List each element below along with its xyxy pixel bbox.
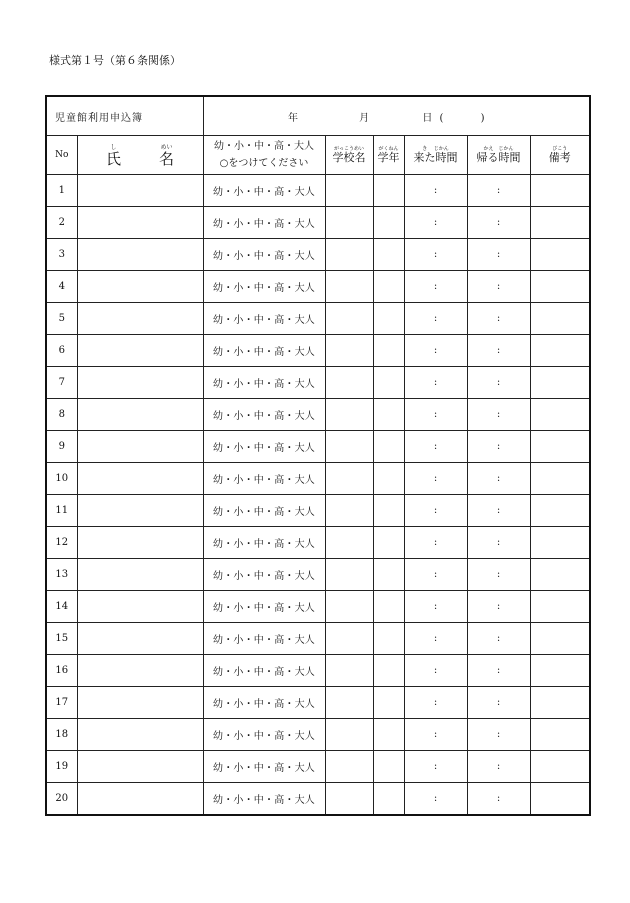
remarks-cell[interactable]	[530, 687, 590, 719]
grade-cell[interactable]	[373, 591, 404, 623]
name-cell[interactable]	[77, 655, 203, 687]
remarks-cell[interactable]	[530, 431, 590, 463]
departure-time-cell[interactable]: :	[467, 271, 530, 303]
grade-cell[interactable]	[373, 367, 404, 399]
departure-ruby: かえ じかん	[483, 146, 514, 152]
arrival-time-cell[interactable]: :	[404, 431, 467, 463]
school-cell[interactable]	[325, 719, 373, 751]
school-cell[interactable]	[325, 431, 373, 463]
header-grade	[373, 136, 404, 175]
table-row	[46, 495, 590, 527]
remarks-cell[interactable]	[530, 207, 590, 239]
departure-time-cell[interactable]: :	[467, 399, 530, 431]
category-cell[interactable]: 幼・小・中・高・大人	[203, 687, 325, 719]
grade-cell[interactable]	[373, 239, 404, 271]
name-ruby-2: めい	[160, 143, 173, 151]
table-row	[46, 335, 590, 367]
remarks-cell[interactable]	[530, 783, 590, 816]
category-cell[interactable]: 幼・小・中・高・大人	[203, 271, 325, 303]
school-ruby: がっこうめい	[333, 146, 364, 152]
grade-ruby: がくねん	[378, 146, 399, 152]
header-arrival	[404, 136, 467, 175]
name-cell[interactable]	[77, 271, 203, 303]
departure-time-cell[interactable]: :	[467, 303, 530, 335]
grade-cell[interactable]	[373, 495, 404, 527]
arrival-time-cell[interactable]: :	[404, 655, 467, 687]
category-cell[interactable]: 幼・小・中・高・大人	[203, 719, 325, 751]
category-cell[interactable]: 幼・小・中・高・大人	[203, 175, 325, 207]
grade-cell[interactable]	[373, 655, 404, 687]
school-cell[interactable]	[325, 399, 373, 431]
category-cell[interactable]: 幼・小・中・高・大人	[203, 495, 325, 527]
table-row	[46, 591, 590, 623]
departure-time-cell[interactable]: :	[467, 367, 530, 399]
arrival-time-cell[interactable]: :	[404, 399, 467, 431]
name-cell[interactable]	[77, 751, 203, 783]
category-cell[interactable]: 幼・小・中・高・大人	[203, 367, 325, 399]
row-number: 4	[46, 271, 77, 303]
name-cell[interactable]	[77, 783, 203, 816]
school-cell[interactable]	[325, 239, 373, 271]
grade-cell[interactable]	[373, 399, 404, 431]
name-cell[interactable]	[77, 239, 203, 271]
arrival-time-cell[interactable]: :	[404, 719, 467, 751]
departure-time-cell[interactable]: :	[467, 463, 530, 495]
school-cell[interactable]	[325, 687, 373, 719]
departure-time-cell[interactable]: :	[467, 751, 530, 783]
date-day: 日	[422, 112, 433, 124]
name-cell[interactable]	[77, 175, 203, 207]
remarks-cell[interactable]	[530, 559, 590, 591]
table-row	[46, 751, 590, 783]
remarks-cell[interactable]	[530, 303, 590, 335]
arrival-time-cell[interactable]: :	[404, 559, 467, 591]
grade-label: 学年	[377, 151, 400, 164]
category-cell[interactable]: 幼・小・中・高・大人	[203, 431, 325, 463]
name-char-2: 名	[159, 149, 175, 168]
name-cell[interactable]	[77, 495, 203, 527]
remarks-cell[interactable]	[530, 719, 590, 751]
category-cell[interactable]: 幼・小・中・高・大人	[203, 623, 325, 655]
remarks-cell[interactable]	[530, 399, 590, 431]
remarks-cell[interactable]	[530, 655, 590, 687]
name-cell[interactable]	[77, 463, 203, 495]
arrival-time-cell[interactable]: :	[404, 207, 467, 239]
arrival-time-cell[interactable]: :	[404, 495, 467, 527]
category-cell[interactable]: 幼・小・中・高・大人	[203, 207, 325, 239]
table-row	[46, 271, 590, 303]
school-cell[interactable]	[325, 495, 373, 527]
category-cell[interactable]: 幼・小・中・高・大人	[203, 303, 325, 335]
name-cell[interactable]	[77, 559, 203, 591]
category-cell[interactable]: 幼・小・中・高・大人	[203, 783, 325, 816]
arrival-time-cell[interactable]: :	[404, 175, 467, 207]
grade-cell[interactable]	[373, 559, 404, 591]
category-cell[interactable]: 幼・小・中・高・大人	[203, 335, 325, 367]
name-char-1: 氏	[105, 149, 121, 168]
arrival-time-cell[interactable]: :	[404, 463, 467, 495]
arrival-time-cell[interactable]: :	[404, 623, 467, 655]
arrival-time-cell[interactable]: :	[404, 239, 467, 271]
remarks-cell[interactable]	[530, 463, 590, 495]
row-number: 18	[46, 719, 77, 751]
grade-cell[interactable]	[373, 431, 404, 463]
remarks-cell[interactable]	[530, 335, 590, 367]
table-row	[46, 719, 590, 751]
row-number: 20	[46, 783, 77, 816]
remarks-cell[interactable]	[530, 239, 590, 271]
grade-cell[interactable]	[373, 719, 404, 751]
header-name	[77, 136, 203, 175]
school-cell[interactable]	[325, 527, 373, 559]
school-label: 学校名	[332, 151, 366, 164]
departure-time-cell[interactable]: :	[467, 655, 530, 687]
arrival-time-cell[interactable]: :	[404, 367, 467, 399]
row-number: 17	[46, 687, 77, 719]
remarks-cell[interactable]	[530, 367, 590, 399]
school-cell[interactable]	[325, 367, 373, 399]
row-number: 10	[46, 463, 77, 495]
remarks-cell[interactable]	[530, 751, 590, 783]
table-row	[46, 207, 590, 239]
form-number: 様式第１号（第６条関係）	[49, 54, 181, 67]
arrival-time-cell[interactable]: :	[404, 591, 467, 623]
name-cell[interactable]	[77, 431, 203, 463]
date-month: 月	[359, 112, 370, 124]
departure-label: 帰る時間	[476, 151, 521, 164]
row-number: 6	[46, 335, 77, 367]
header-row	[46, 136, 590, 175]
table-row	[46, 687, 590, 719]
school-cell[interactable]	[325, 591, 373, 623]
remarks-cell[interactable]	[530, 527, 590, 559]
row-number: 3	[46, 239, 77, 271]
table-row	[46, 623, 590, 655]
name-cell[interactable]	[77, 399, 203, 431]
remarks-cell[interactable]	[530, 175, 590, 207]
arrival-time-cell[interactable]: :	[404, 687, 467, 719]
grade-cell[interactable]	[373, 303, 404, 335]
date-weekday-close: )	[480, 112, 485, 124]
grade-cell[interactable]	[373, 175, 404, 207]
row-number: 1	[46, 175, 77, 207]
school-cell[interactable]	[325, 271, 373, 303]
row-number: 13	[46, 559, 77, 591]
category-cell[interactable]: 幼・小・中・高・大人	[203, 239, 325, 271]
table-row	[46, 303, 590, 335]
arrival-time-cell[interactable]: :	[404, 783, 467, 816]
title-row	[46, 96, 590, 136]
school-cell[interactable]	[325, 207, 373, 239]
header-category	[203, 136, 325, 175]
arrival-time-cell[interactable]: :	[404, 303, 467, 335]
row-number: 11	[46, 495, 77, 527]
row-number: 15	[46, 623, 77, 655]
name-cell[interactable]	[77, 207, 203, 239]
name-cell[interactable]	[77, 367, 203, 399]
departure-time-cell[interactable]: :	[467, 559, 530, 591]
remarks-label: 備考	[548, 151, 571, 164]
table-row	[46, 367, 590, 399]
date-field[interactable]	[203, 96, 590, 136]
category-cell[interactable]: 幼・小・中・高・大人	[203, 559, 325, 591]
category-cell[interactable]: 幼・小・中・高・大人	[203, 527, 325, 559]
departure-time-cell[interactable]: :	[467, 495, 530, 527]
grade-cell[interactable]	[373, 623, 404, 655]
arrival-time-cell[interactable]: :	[404, 751, 467, 783]
date-weekday-open: (	[439, 112, 444, 124]
departure-time-cell[interactable]: :	[467, 335, 530, 367]
row-number: 7	[46, 367, 77, 399]
name-cell[interactable]	[77, 591, 203, 623]
category-cell[interactable]: 幼・小・中・高・大人	[203, 463, 325, 495]
header-departure	[467, 136, 530, 175]
table-row	[46, 783, 590, 816]
grade-cell[interactable]	[373, 207, 404, 239]
name-cell[interactable]	[77, 303, 203, 335]
name-cell[interactable]	[77, 719, 203, 751]
departure-time-cell[interactable]: :	[467, 623, 530, 655]
school-cell[interactable]	[325, 335, 373, 367]
row-number: 8	[46, 399, 77, 431]
departure-time-cell[interactable]: :	[467, 687, 530, 719]
grade-cell[interactable]	[373, 751, 404, 783]
arrival-time-cell[interactable]: :	[404, 527, 467, 559]
school-cell[interactable]	[325, 751, 373, 783]
category-cell[interactable]: 幼・小・中・高・大人	[203, 399, 325, 431]
departure-time-cell[interactable]: :	[467, 239, 530, 271]
grade-cell[interactable]	[373, 783, 404, 816]
form-title: 児童館利用申込簿	[46, 96, 203, 136]
date-year: 年	[287, 112, 298, 124]
row-number: 14	[46, 591, 77, 623]
departure-time-cell[interactable]: :	[467, 431, 530, 463]
grade-cell[interactable]	[373, 335, 404, 367]
table-row	[46, 239, 590, 271]
row-number: 9	[46, 431, 77, 463]
remarks-cell[interactable]	[530, 623, 590, 655]
table-row	[46, 399, 590, 431]
table-row	[46, 463, 590, 495]
category-cell[interactable]: 幼・小・中・高・大人	[203, 591, 325, 623]
school-cell[interactable]	[325, 783, 373, 816]
departure-time-cell[interactable]: :	[467, 719, 530, 751]
category-options-label: 幼・小・中・高・大人	[214, 141, 314, 152]
header-remarks	[530, 136, 590, 175]
name-ruby-1: し	[110, 143, 117, 151]
category-cell[interactable]: 幼・小・中・高・大人	[203, 751, 325, 783]
remarks-ruby: びこう	[552, 146, 568, 152]
header-no: No	[46, 136, 77, 175]
departure-time-cell[interactable]: :	[467, 783, 530, 816]
remarks-cell[interactable]	[530, 591, 590, 623]
grade-cell[interactable]	[373, 527, 404, 559]
name-cell[interactable]	[77, 527, 203, 559]
school-cell[interactable]	[325, 303, 373, 335]
category-instruction: ○をつけてください	[219, 158, 309, 169]
category-cell[interactable]: 幼・小・中・高・大人	[203, 655, 325, 687]
grade-cell[interactable]	[373, 463, 404, 495]
school-cell[interactable]	[325, 623, 373, 655]
table-row	[46, 559, 590, 591]
departure-time-cell[interactable]: :	[467, 527, 530, 559]
row-number: 2	[46, 207, 77, 239]
departure-time-cell[interactable]: :	[467, 175, 530, 207]
row-number: 12	[46, 527, 77, 559]
school-cell[interactable]	[325, 655, 373, 687]
grade-cell[interactable]	[373, 271, 404, 303]
row-number: 5	[46, 303, 77, 335]
remarks-cell[interactable]	[530, 495, 590, 527]
school-cell[interactable]	[325, 463, 373, 495]
name-cell[interactable]	[77, 335, 203, 367]
table-row	[46, 655, 590, 687]
departure-time-cell[interactable]: :	[467, 207, 530, 239]
name-cell[interactable]	[77, 687, 203, 719]
arrival-ruby: き じかん	[422, 146, 449, 152]
departure-time-cell[interactable]: :	[467, 591, 530, 623]
header-school	[325, 136, 373, 175]
row-number: 19	[46, 751, 77, 783]
table-row	[46, 527, 590, 559]
school-cell[interactable]	[325, 175, 373, 207]
arrival-time-cell[interactable]: :	[404, 335, 467, 367]
name-cell[interactable]	[77, 623, 203, 655]
arrival-time-cell[interactable]: :	[404, 271, 467, 303]
table-row	[46, 431, 590, 463]
arrival-label: 来た時間	[413, 151, 458, 164]
grade-cell[interactable]	[373, 687, 404, 719]
remarks-cell[interactable]	[530, 271, 590, 303]
table-row	[46, 175, 590, 207]
usage-register-table	[45, 95, 591, 816]
school-cell[interactable]	[325, 559, 373, 591]
row-number: 16	[46, 655, 77, 687]
